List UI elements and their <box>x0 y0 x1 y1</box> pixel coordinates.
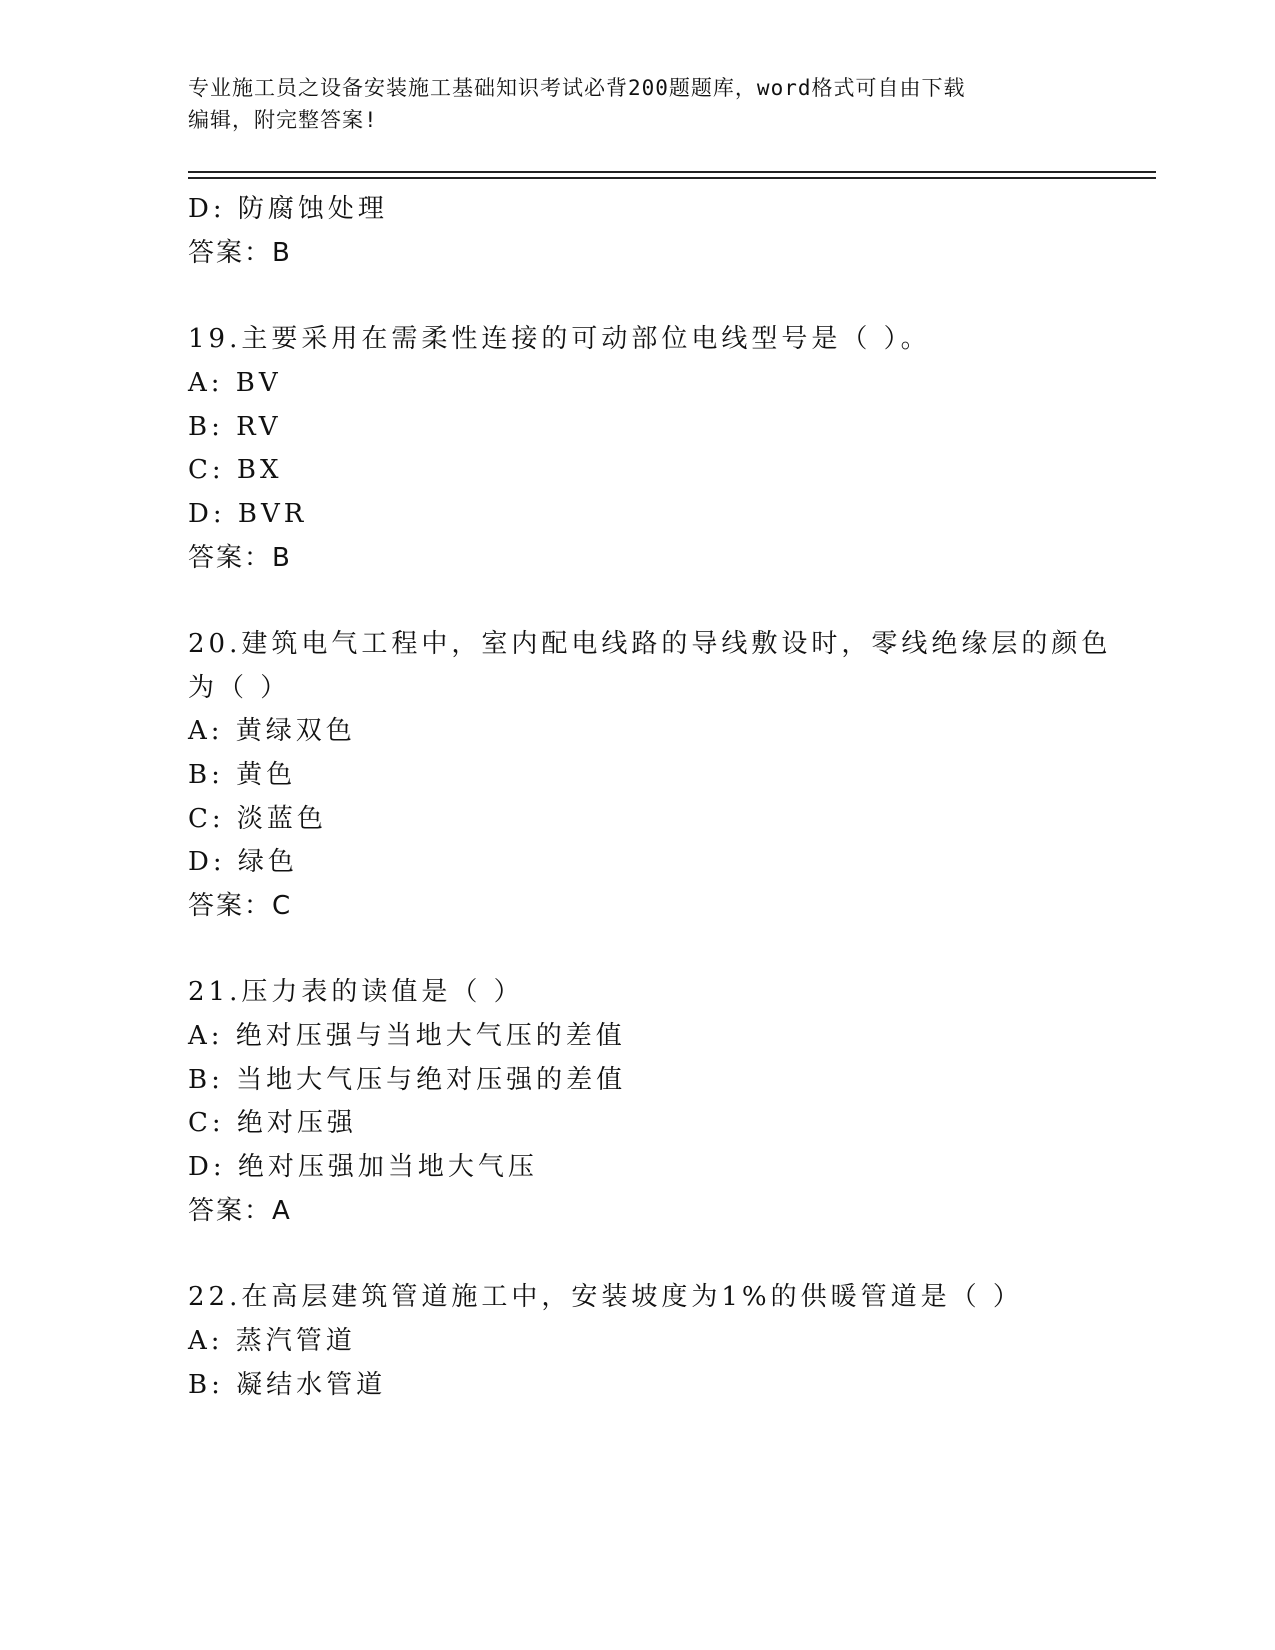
question-20-option-b: B: 黄色 <box>188 760 297 790</box>
question-21-option-a: A: 绝对压强与当地大气压的差值 <box>188 1021 626 1051</box>
question-21-option-d: D: 绝对压强加当地大气压 <box>188 1152 538 1182</box>
question-20-option-c: C: 淡蓝色 <box>188 804 327 834</box>
question-19-option-b: B: RV <box>188 412 282 442</box>
prev-question-option-d: D: 防腐蚀处理 <box>188 194 388 224</box>
question-20-answer: 答案：C <box>188 891 293 921</box>
question-22-stem: 22.在高层建筑管道施工中，安装坡度为1%的供暖管道是（ ） <box>188 1282 1023 1312</box>
question-21-answer: 答案：A <box>188 1196 292 1226</box>
prev-question-answer: 答案：B <box>188 238 292 268</box>
header-divider-top <box>188 171 1156 173</box>
question-20-option-d: D: 绿色 <box>188 847 298 877</box>
question-21-option-b: B: 当地大气压与绝对压强的差值 <box>188 1065 627 1095</box>
question-19-option-a: A: BV <box>188 368 282 398</box>
question-19-option-d: D: BVR <box>188 499 308 529</box>
document-header-line-1: 专业施工员之设备安装施工基础知识考试必背200题题库，word格式可自由下载 <box>188 76 966 100</box>
question-21-option-c: C: 绝对压强 <box>188 1108 357 1138</box>
question-22-option-a: A: 蒸汽管道 <box>188 1326 356 1356</box>
document-header-line-2: 编辑，附完整答案! <box>188 108 378 132</box>
question-19-option-c: C: BX <box>188 455 283 485</box>
question-22-option-b: B: 凝结水管道 <box>188 1370 387 1400</box>
question-19-answer: 答案：B <box>188 543 292 573</box>
question-20-stem-line-1: 20.建筑电气工程中，室内配电线路的导线敷设时，零线绝缘层的颜色 <box>188 629 1112 659</box>
header-divider-bottom <box>188 177 1156 179</box>
question-19-stem: 19.主要采用在需柔性连接的可动部位电线型号是（ ）。 <box>188 324 931 354</box>
question-20-option-a: A: 黄绿双色 <box>188 716 356 746</box>
question-21-stem: 21.压力表的读值是（ ） <box>188 977 524 1007</box>
question-20-stem-line-2: 为（ ） <box>188 673 291 703</box>
